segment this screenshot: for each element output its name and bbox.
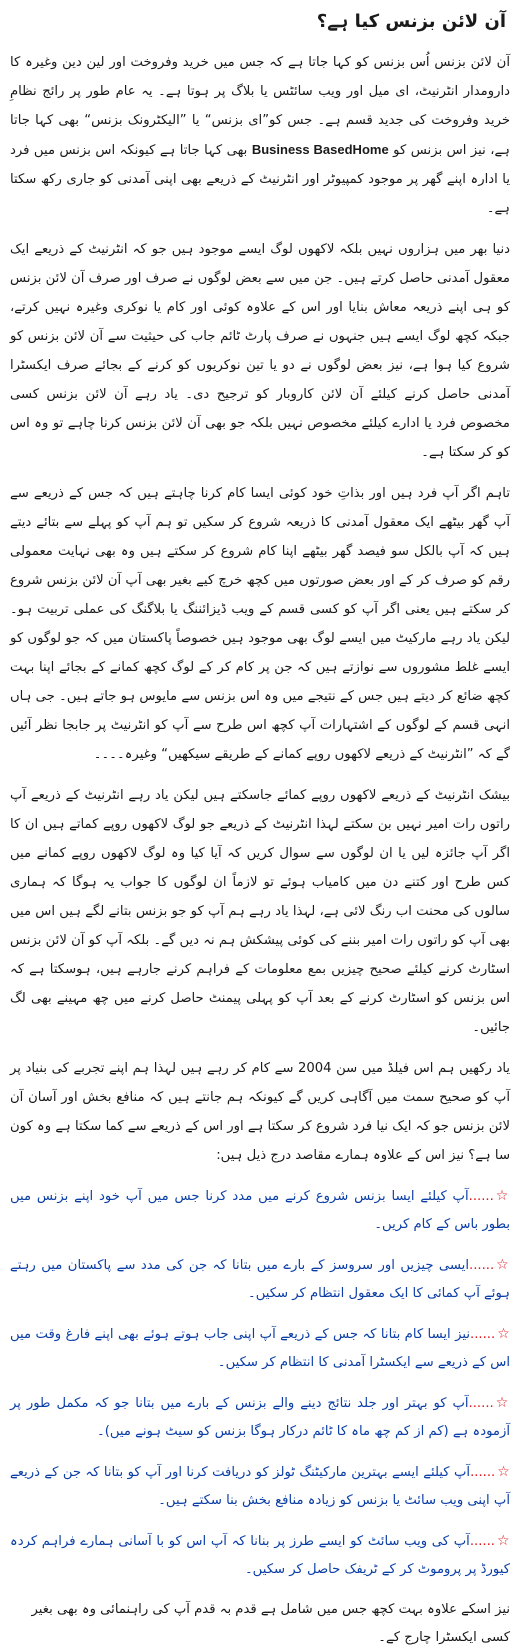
paragraph-experience-2004: یاد رکھیں ہم اس فیلڈ میں سن 2004 سے کام کر رہے ہیں لہذا ہم اپنے تجربے کی بنیاد پر آپ کو صحیح سمت میں آگاہی کریں گے کیونکہ ہم جانتے ہیں کہ منافع بخش اور آسان آن لائن بزنس جو کہ ایک نیا فرد شروع کر سکتا ہے اور اس کے ذریعے سے کما سکتا ہے وہ کون سا ہے؟ نیز اس کے علاوہ ہمارے مقاصد درج ذیل ہیں: (10, 1061, 511, 1163)
star-icon: ☆ (496, 1533, 510, 1549)
goal-text: آپ کیلئے ایسے بہترین مارکیٹنگ ٹولز کو دریافت کرنا اور آپ کو بتانا کہ جن کے ذریعے آپ اپنی ویب سائٹ یا بزنس کو زیادہ منافع بخش بنا سکتے ہیں۔ (10, 1465, 510, 1508)
star-icon: ☆ (496, 1257, 510, 1273)
goals-list (10, 1182, 510, 1584)
bullet-dots: ...... (468, 1396, 494, 1411)
goal-text: آپ کیلئے ایسا بزنس شروع کرنے میں مدد کرنا جس میں آپ خود اپنے بزنس میں بطور باس کے کام کریں۔ (10, 1189, 510, 1232)
bullet-dots: ...... (470, 1465, 496, 1480)
paragraph-definition (10, 48, 510, 223)
paragraph-no-overnight-riches: بیشک انٹرنیٹ کے ذریعے لاکھوں روپے کمائے جاسکتے ہیں لیکن یاد رہے انٹرنیٹ کے ذریعے آپ راتوں رات امیر نہیں بن سکتے لہذا انٹرنیٹ کے ذریعے جو لوگ لاکھوں روپے کماتے ہیں ان کا اگر آپ جائزہ لیں یا ان لوگوں سے سوال کریں کہ آیا کیا وہ لوگ لاکھوں روپے کمانے میں کس طرح اور کتنے دن میں کامیاب ہوئے تو لازماً ان لوگوں کا جواب یہ ہوگا کہ ہماری سالوں کی محنت اب رنگ لائی ہے، لہذا یاد رہے ہم آپ کو جو بزنس بتانے لگے ہیں اس میں بھی آپ کو راتوں رات امیر بننے کی کوئی پیشکش ہم نہ دیں گے۔ بلکہ آپ کو آن لائن بزنس اسٹارٹ کرنے کیلئے صحیح چیزیں بمع معلومات کے فراہم کرنے جارہے ہیں، ہوسکتا ہے کہ اس بزنس کو اسٹارٹ کرنے کے بعد آپ کو پہلی پیمنٹ حاصل کرنے میں چھ مہینے بھی لگ جائیں۔ (10, 788, 510, 1035)
goal-text: آپ کو بہتر اور جلد نتائج دینے والے بزنس کے بارے میں بتانا جو کہ مکمل طور پر آزمودہ ہے (کم از کم چھ ماہ کا ٹائم درکار ہوگا بزنس کو سیٹ ہونے میں)۔ (10, 1396, 510, 1439)
paragraph-definition-part-1: آن لائن بزنس اُس بزنس کو کہا جاتا ہے کہ جس میں خرید وفروخت اور لین دین وغیرہ کا دارومدار انٹرنیٹ، ای میل اور ویب سائٹس یا بلاگ پر ہوتا ہے۔ یہ عام طور پر رائج نظامِ خرید وفروخت کی جدید قسم ہے۔ جس کو”ای بزنس“ یا ”الیکٹرونک بزنس“ بھی کہا جاتا ہے، نیز اس بزنس کو (10, 55, 510, 158)
goal-text: نیز ایسا کام بتانا کہ جس کے ذریعے آپ اپنی جاب ہوتے ہوئے بھی اپنے فارغ وقت میں اس کے ذریعے سے ایکسٹرا آمدنی کا انتظام کر سکیں۔ (10, 1327, 510, 1370)
list-item (10, 1458, 510, 1515)
star-icon: ☆ (495, 1395, 510, 1411)
paragraph-definition-part-2: بھی کہا جاتا ہے کیونکہ اس بزنس میں فرد یا ادارہ اپنے گھر پر موجود کمپیوٹر اور انٹرنیٹ کے ذریعے بھی اپنی آمدنی کو جاری رکھ سکتا ہے۔ (10, 143, 510, 216)
star-icon: ☆ (497, 1464, 510, 1480)
paragraph-start-from-home: تاہم اگر آپ فرد ہیں اور بذاتِ خود کوئی ایسا کام کرنا چاہتے ہیں کہ جس کے ذریعے سے آپ گھر بیٹھے ایک معقول آمدنی کا ذریعہ شروع کر سکیں تو ہم آپ کو پہلے سے بتائے دیتے ہیں کہ آپ بالکل سو فیصد گھر بیٹھے اپنا کام شروع کر سکتے ہیں وہ بھی نہایت معمولی رقم کو صرف کر کے اور بعض صورتوں میں کچھ خرچ کیے بغیر بھی آپ آن لائن بزنس شروع کر سکتے ہیں یعنی اگر آپ کو کسی قسم کے ویب ڈیزائننگ یا بلاگنگ کی عملی تربیت ہو۔ لیکن یاد رہے مارکیٹ میں ایسے لوگ بھی موجود ہیں خصوصاً پاکستان میں کہ جو لوگوں کو ایسے غلط مشوروں سے نوازتے ہیں کہ جن پر کام کر کے لوگ کچھ کمانے کے بجائے اپنا بہت کچھ ضائع کر دیتے ہیں جس کے نتیجے میں وہ اس بزنس سے مایوس ہو جاتے ہیں۔ جی ہاں انہی قسم کے لوگوں کے اشتہارات آپ کچھ اس طرح سے آپ کو انٹرنیٹ پر جابجا نظر آئیں گے کہ ”انٹرنیٹ کے ذریعے لاکھوں روپے کمانے کے طریقے سیکھیں“ وغیرہ۔۔۔۔ (10, 486, 510, 762)
bullet-dots: ...... (469, 1258, 495, 1273)
closing-paragraph: نیز اسکے علاوہ بہت کچھ جس میں شامل ہے قدم بہ قدم آپ کی راہنمائی وہ بھی بغیر کسی ایکسٹرا چارج کے۔ (31, 1602, 510, 1645)
list-item (10, 1251, 510, 1308)
goal-text: آپ کی ویب سائٹ کو ایسے طرز پر بنانا کہ آپ اس کو با آسانی ہمارے فراہم کردہ کیورڈ پر پروموٹ کر کے ٹریفک حاصل کر سکیں۔ (10, 1534, 510, 1577)
list-item (10, 1182, 510, 1239)
bullet-dots: ...... (470, 1327, 496, 1342)
star-icon: ☆ (495, 1188, 510, 1204)
paragraph-worldwide: دنیا بھر میں ہزاروں نہیں بلکہ لاکھوں لوگ ایسے موجود ہیں جو کہ انٹرنیٹ کے ذریعے ایک معقول آمدنی حاصل کرتے ہیں۔ جن میں سے بعض لوگوں نے صرف اور صرف آن لائن بزنس کو ہی اپنے ذریعہ معاش بنایا اور اس کے علاوہ کوئی اور کام یا نوکری وغیرہ نہیں کرتے، جبکہ کچھ لوگ ایسے ہیں جنہوں نے صرف پارٹ ٹائم جاب کی حیثیت سے آن لائن بزنس کو شروع کیا ہوا ہے، نیز بعض لوگوں نے دو یا تین نوکریوں کو کرنے کے بجائے صرف ایکسٹرا آمدنی حاصل کرنے کیلئے آن لائن کاروبار کو ترجیح دی۔ یاد رہے آن لائن بزنس کسی مخصوص فرد یا ادارے کیلئے مخصوص نہیں بلکہ جو بھی آن لائن بزنس کرنا چاہے تو وہ اس کو کر سکتا ہے۔ (10, 242, 510, 460)
list-item (10, 1320, 510, 1377)
list-item (10, 1389, 510, 1446)
list-item (10, 1527, 510, 1584)
goal-text: ایسی چیزیں اور سروسز کے بارے میں بتانا کہ جن کی مدد سے پاکستان میں رہتے ہوئے آپ کمائی کا ایک معقول انتظام کر سکیں۔ (10, 1258, 510, 1301)
star-icon: ☆ (497, 1326, 510, 1342)
article-title: آن لائن بزنس کیا ہے؟ (316, 11, 506, 32)
bullet-dots: ...... (469, 1534, 495, 1549)
bullet-dots: ...... (468, 1189, 494, 1204)
home-based-business-term: Business BasedHome (251, 142, 389, 157)
